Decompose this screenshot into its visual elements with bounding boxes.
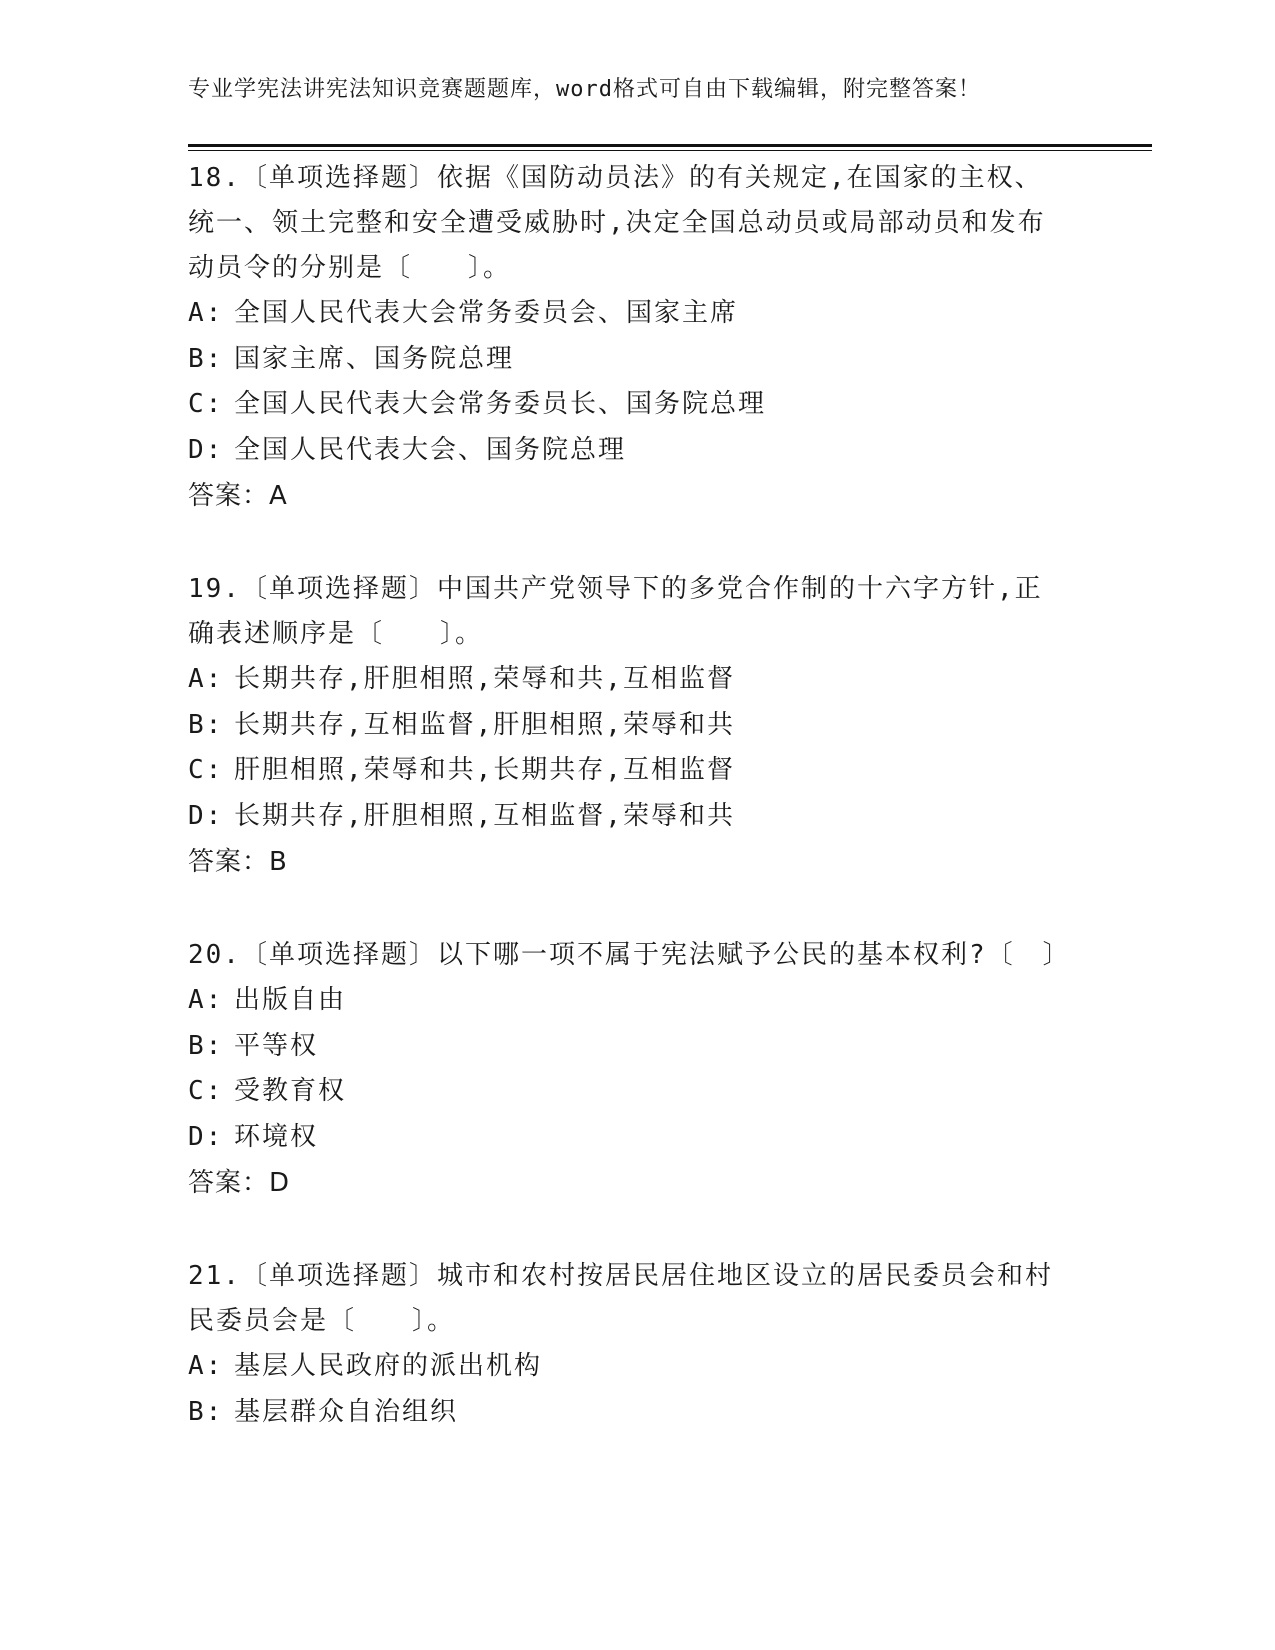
option-letter: B: xyxy=(188,1030,224,1061)
option-letter: C: xyxy=(188,755,224,785)
option-text: 长期共存,互相监督,肝胆相照,荣辱和共 xyxy=(234,709,735,740)
option-text: 长期共存,肝胆相照,互相监督,荣辱和共 xyxy=(234,800,735,831)
question-18 xyxy=(188,156,1152,519)
option-a xyxy=(188,291,1152,337)
option-text: 环境权 xyxy=(234,1121,319,1152)
option-b xyxy=(188,1390,1152,1436)
answer: 答案：A xyxy=(188,481,288,511)
option-b xyxy=(188,703,1152,749)
option-text: 全国人民代表大会、国务院总理 xyxy=(234,434,627,465)
option-letter: D: xyxy=(188,1121,224,1152)
option-b xyxy=(188,337,1152,383)
option-a xyxy=(188,1344,1152,1390)
option-text: 全国人民代表大会常务委员长、国务院总理 xyxy=(234,389,767,419)
option-d xyxy=(188,1115,1152,1161)
option-a xyxy=(188,657,1152,703)
question-text: 20.〔单项选择题〕以下哪一项不属于宪法赋予公民的基本权利?〔 〕 xyxy=(188,940,1071,970)
question-text: 21.〔单项选择题〕城市和农村按居民居住地区设立的居民委员会和村民委员会是〔 〕。 xyxy=(188,1261,1053,1336)
header-rule-thin xyxy=(188,150,1152,151)
option-letter: A: xyxy=(188,985,224,1015)
question-21 xyxy=(188,1254,1152,1435)
question-19 xyxy=(188,567,1152,885)
question-list xyxy=(188,156,1152,1483)
question-20 xyxy=(188,933,1152,1206)
option-text: 长期共存,肝胆相照,荣辱和共,互相监督 xyxy=(234,664,735,694)
option-text: 全国人民代表大会常务委员会、国家主席 xyxy=(234,298,739,328)
option-letter: D: xyxy=(188,800,224,831)
option-letter: A: xyxy=(188,1351,224,1381)
option-text: 基层群众自治组织 xyxy=(234,1396,459,1427)
option-c xyxy=(188,1069,1152,1115)
option-text: 国家主席、国务院总理 xyxy=(234,343,515,374)
header-rule-thick xyxy=(188,144,1152,147)
option-a xyxy=(188,978,1152,1024)
option-text: 肝胆相照,荣辱和共,长期共存,互相监督 xyxy=(234,755,735,785)
option-letter: A: xyxy=(188,664,224,694)
question-text: 19.〔单项选择题〕中国共产党领导下的多党合作制的十六字方针,正确表述顺序是〔 〕。 xyxy=(188,574,1043,649)
option-text: 基层人民政府的派出机构 xyxy=(234,1351,543,1381)
answer: 答案：B xyxy=(188,847,288,877)
option-letter: A: xyxy=(188,298,224,328)
question-text: 18.〔单项选择题〕依据《国防动员法》的有关规定,在国家的主权、统一、领土完整和安全遭受威胁时,决定全国总动员或局部动员和发布动员令的分别是〔 〕。 xyxy=(188,163,1046,283)
option-letter: C: xyxy=(188,1076,224,1106)
option-text: 平等权 xyxy=(234,1030,319,1061)
option-letter: B: xyxy=(188,343,224,374)
option-b xyxy=(188,1024,1152,1070)
option-d xyxy=(188,428,1152,474)
option-letter: D: xyxy=(188,434,224,465)
option-c xyxy=(188,382,1152,428)
option-text: 出版自由 xyxy=(234,985,347,1015)
option-c xyxy=(188,748,1152,794)
answer: 答案：D xyxy=(188,1168,291,1198)
option-d xyxy=(188,794,1152,840)
page-header: 专业学宪法讲宪法知识竞赛题题库，word格式可自由下载编辑，附完整答案！ xyxy=(188,77,981,102)
option-letter: C: xyxy=(188,389,224,419)
option-letter: B: xyxy=(188,1396,224,1427)
option-text: 受教育权 xyxy=(234,1076,347,1106)
option-letter: B: xyxy=(188,709,224,740)
